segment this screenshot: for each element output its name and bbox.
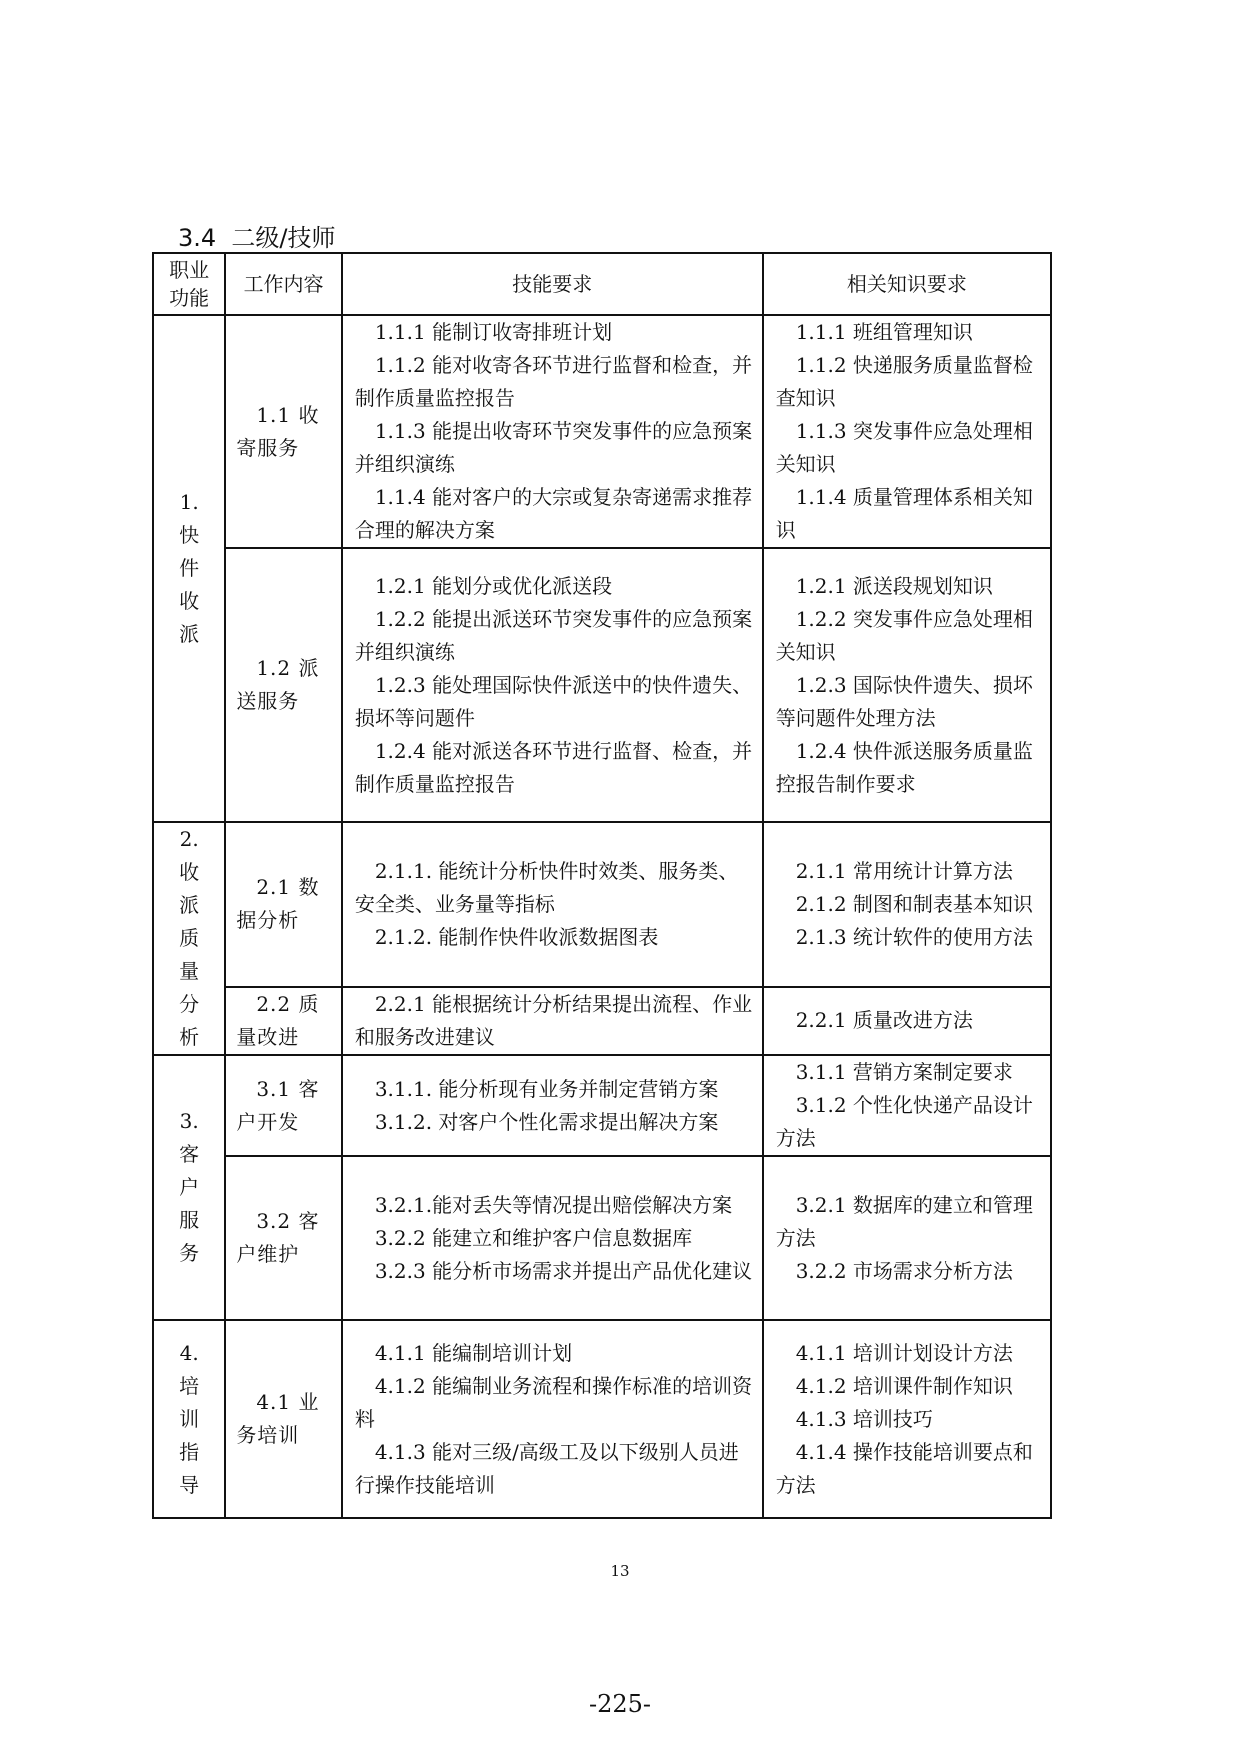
- work-content-cell: [225, 1320, 342, 1518]
- skill-item: 4.1.3 能对三级/高级工及以下级别人员进行操作技能培训: [354, 1439, 739, 1497]
- function-char: 指: [179, 1439, 200, 1464]
- skill-item: 3.1.1. 能分析现有业务并制定营销方案: [374, 1076, 719, 1101]
- table-row: [153, 987, 1051, 1055]
- skill-requirements-cell: [342, 1055, 763, 1156]
- header-row: [153, 253, 1051, 315]
- work-content-cell: [225, 548, 342, 822]
- knowledge-item: 2.1.1 常用统计计算方法: [795, 858, 1013, 883]
- knowledge-item: 3.1.1 营销方案制定要求: [795, 1060, 1013, 1084]
- skill-requirements-cell: [342, 987, 763, 1055]
- function-char: 件: [179, 556, 200, 580]
- function-char: 量: [179, 959, 200, 983]
- skill-item: 2.1.2. 能制作快件收派数据图表: [374, 924, 659, 949]
- knowledge-item: 4.1.3 培训技巧: [795, 1406, 933, 1431]
- table-row: [153, 822, 1051, 987]
- skill-item: 2.2.1 能根据统计分析结果提出流程、作业和服务改进建议: [354, 991, 753, 1049]
- knowledge-item: 3.2.1 数据库的建立和管理方法: [775, 1192, 1033, 1250]
- knowledge-requirements-cell: [763, 1055, 1051, 1156]
- function-cell: [153, 315, 225, 822]
- knowledge-item: 1.1.4 质量管理体系相关知识: [775, 485, 1033, 542]
- skill-requirements-cell: [342, 1156, 763, 1320]
- knowledge-item: 3.2.2 市场需求分析方法: [795, 1258, 1013, 1283]
- work-content-text: 1.1 收寄服务: [236, 402, 320, 460]
- function-char: 收: [179, 860, 200, 884]
- function-char: 派: [179, 622, 200, 646]
- header-skill: 技能要求: [342, 253, 763, 315]
- work-content-text: 4.1 业务培训: [236, 1390, 320, 1447]
- skill-item: 3.2.2 能建立和维护客户信息数据库: [374, 1225, 693, 1250]
- table-body: [153, 253, 1051, 1518]
- knowledge-requirements-cell: [763, 822, 1051, 987]
- function-char: 培: [179, 1373, 200, 1398]
- work-content-text: 3.2 客户维护: [236, 1209, 320, 1266]
- knowledge-requirements-cell: [763, 987, 1051, 1055]
- skill-item: 1.1.2 能对收寄各环节进行监督和检查，并制作质量监控报告: [354, 353, 753, 410]
- work-content-cell: [225, 987, 342, 1055]
- work-content-text: 2.2 质量改进: [236, 991, 320, 1049]
- skill-item: 1.2.4 能对派送各环节进行监督、检查，并制作质量监控报告: [354, 738, 753, 796]
- table-row: [153, 1320, 1051, 1518]
- table-row: [153, 1055, 1051, 1156]
- function-char: 分: [179, 992, 200, 1016]
- skill-requirements-cell: [342, 315, 763, 548]
- header-function: [153, 253, 225, 315]
- work-content-cell: [225, 1055, 342, 1156]
- function-char: 服: [179, 1208, 200, 1232]
- function-char: 4.: [179, 1340, 199, 1365]
- knowledge-item: 1.2.1 派送段规划知识: [795, 573, 993, 598]
- skill-item: 1.2.2 能提出派送环节突发事件的应急预案并组织演练: [354, 606, 753, 664]
- header-knowledge: 相关知识要求: [763, 253, 1051, 315]
- knowledge-item: 4.1.4 操作技能培训要点和方法: [775, 1439, 1033, 1497]
- skill-item: 4.1.2 能编制业务流程和操作标准的培训资料: [354, 1373, 753, 1431]
- table-row: [153, 1156, 1051, 1320]
- function-char: 训: [179, 1406, 200, 1431]
- skill-requirements-cell: [342, 822, 763, 987]
- skill-item: 1.2.1 能划分或优化派送段: [374, 573, 613, 598]
- work-content-text: 2.1 数据分析: [236, 875, 320, 933]
- knowledge-item: 1.1.2 快递服务质量监督检查知识: [775, 353, 1033, 410]
- knowledge-item: 1.1.3 突发事件应急处理相关知识: [775, 419, 1033, 476]
- function-char: 快: [179, 523, 200, 547]
- skill-requirements-cell: [342, 548, 763, 822]
- skill-item: 3.1.2. 对客户个性化需求提出解决方案: [374, 1109, 719, 1134]
- function-char: 收: [179, 589, 200, 613]
- work-content-text: 3.1 客户开发: [236, 1076, 320, 1134]
- page-number-alt: -225-: [588, 1690, 652, 1718]
- function-cell: [153, 822, 225, 1055]
- table-row: [153, 548, 1051, 822]
- knowledge-item: 2.2.1 质量改进方法: [795, 1008, 973, 1033]
- table-row: [153, 315, 1051, 548]
- work-content-text: 1.2 派送服务: [236, 656, 320, 713]
- skill-item: 2.1.1. 能统计分析快件时效类、服务类、安全类、业务量等指标: [354, 858, 739, 916]
- header-function-line-1: 职业: [169, 258, 210, 282]
- function-cell: [153, 1055, 225, 1320]
- work-content-cell: [225, 1156, 342, 1320]
- knowledge-requirements-cell: [763, 548, 1051, 822]
- function-char: 3.: [179, 1109, 199, 1133]
- function-char: 客: [179, 1142, 200, 1166]
- work-content-cell: [225, 822, 342, 987]
- function-char: 质: [179, 926, 200, 950]
- skill-standard-table: [152, 252, 1052, 1519]
- function-char: 导: [179, 1472, 200, 1497]
- header-work: 工作内容: [225, 253, 342, 315]
- knowledge-requirements-cell: [763, 1156, 1051, 1320]
- skill-item: 1.1.1 能制订收寄排班计划: [374, 320, 613, 344]
- page-number: 13: [610, 1562, 630, 1580]
- skill-item: 1.2.3 能处理国际快件派送中的快件遗失、损坏等问题件: [354, 672, 753, 730]
- function-char: 析: [179, 1025, 200, 1049]
- knowledge-item: 3.1.2 个性化快递产品设计方法: [775, 1093, 1033, 1150]
- function-cell: [153, 1320, 225, 1518]
- skill-item: 1.1.4 能对客户的大宗或复杂寄递需求推荐合理的解决方案: [354, 485, 753, 542]
- knowledge-item: 4.1.1 培训计划设计方法: [795, 1340, 1013, 1365]
- function-char: 户: [179, 1175, 200, 1199]
- section-title: 3.4 二级/技师: [178, 224, 336, 252]
- knowledge-item: 1.1.1 班组管理知识: [795, 320, 973, 344]
- skill-item: 4.1.1 能编制培训计划: [374, 1340, 573, 1365]
- knowledge-requirements-cell: [763, 315, 1051, 548]
- function-char: 2.: [179, 827, 199, 851]
- knowledge-item: 1.2.2 突发事件应急处理相关知识: [775, 606, 1033, 664]
- header-function-line-2: 功能: [169, 286, 210, 310]
- skill-item: 3.2.1.能对丢失等情况提出赔偿解决方案: [374, 1192, 733, 1217]
- knowledge-item: 1.2.4 快件派送服务质量监控报告制作要求: [775, 738, 1033, 796]
- skill-item: 3.2.3 能分析市场需求并提出产品优化建议: [374, 1258, 753, 1283]
- knowledge-item: 2.1.3 统计软件的使用方法: [795, 924, 1033, 949]
- function-char: 1.: [179, 490, 199, 514]
- knowledge-item: 1.2.3 国际快件遗失、损坏等问题件处理方法: [775, 672, 1033, 730]
- knowledge-item: 2.1.2 制图和制表基本知识: [795, 891, 1033, 916]
- function-char: 派: [179, 893, 200, 917]
- knowledge-item: 4.1.2 培训课件制作知识: [795, 1373, 1013, 1398]
- skill-requirements-cell: [342, 1320, 763, 1518]
- knowledge-requirements-cell: [763, 1320, 1051, 1518]
- function-char: 务: [179, 1241, 200, 1265]
- skill-item: 1.1.3 能提出收寄环节突发事件的应急预案并组织演练: [354, 419, 753, 476]
- work-content-cell: [225, 315, 342, 548]
